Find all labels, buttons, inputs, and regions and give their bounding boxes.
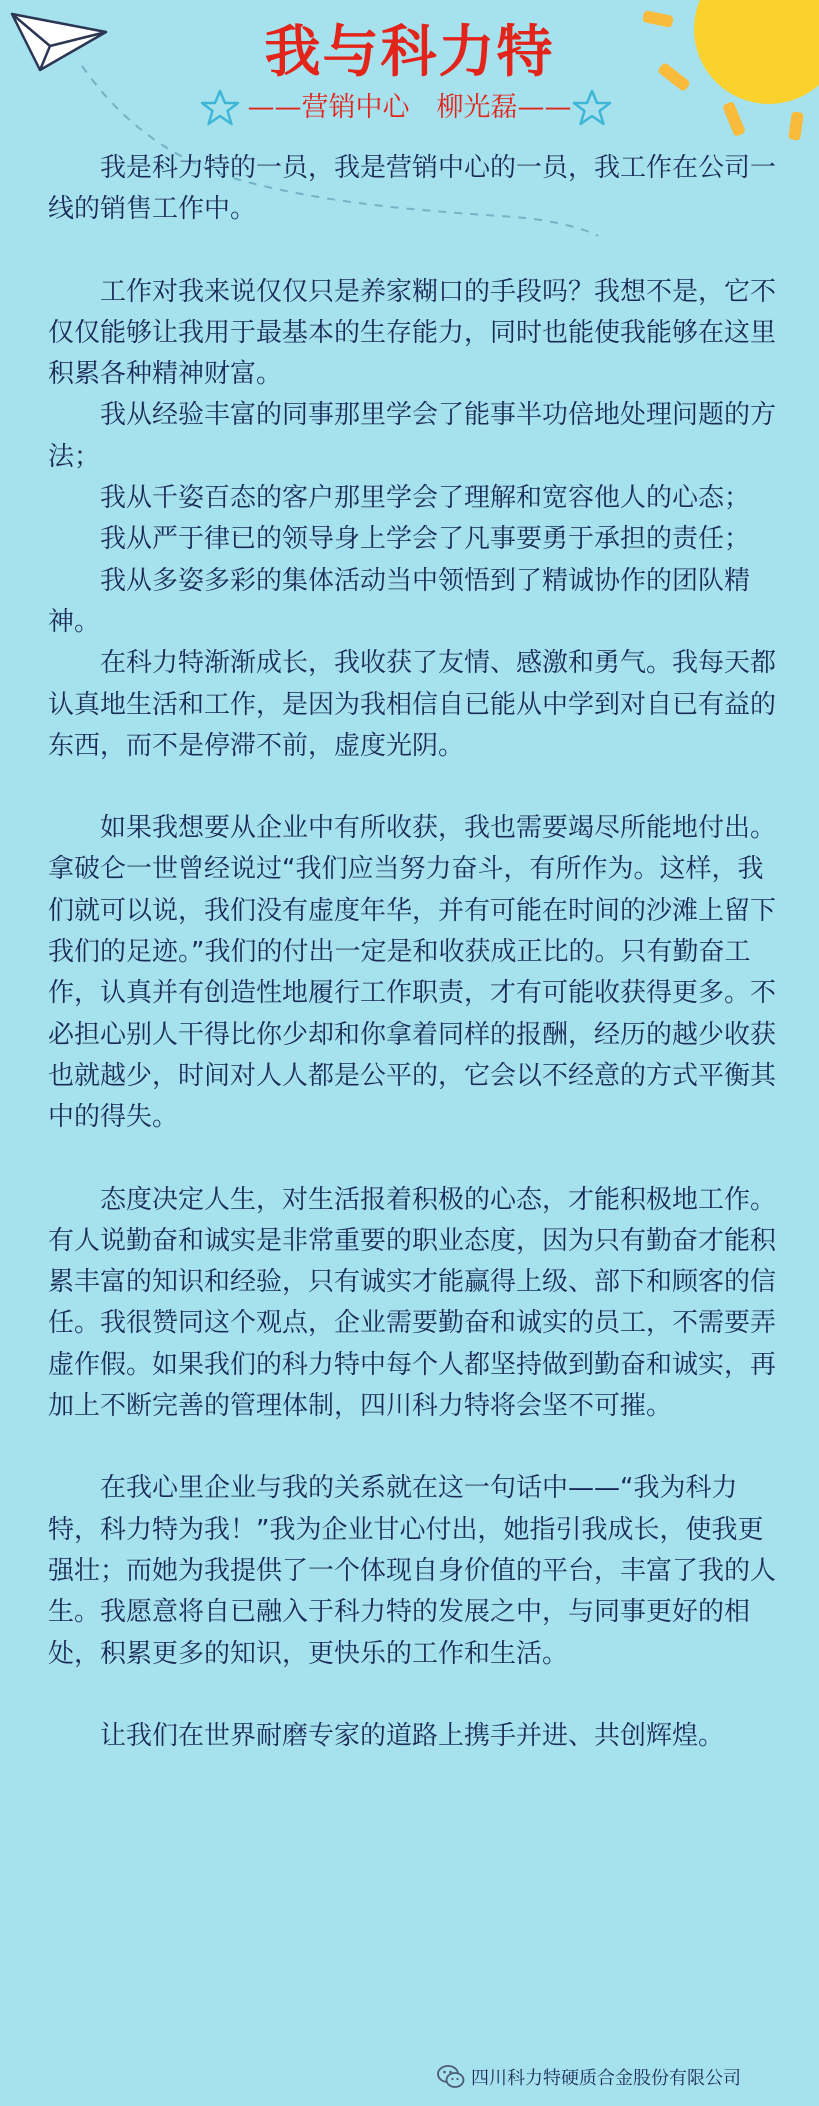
page-title: 我与科力特 [264,20,555,85]
paragraph: 如果我想要从企业中有所收获，我也需要竭尽所能地付出。拿破仑一世曾经说过“我们应当努力奋斗，有所作为。这样，我们就可以说，我们没有虚度年华，并有可能在时间的沙滩上留下我们的足迹。”我们的付出一定是和收获成正比的。只有勤奋工作，认真并有创造性地履行工作职责，才有可能收获得更多。不必担心别人干得比你少却和你拿着同样的报酬，经历的越少收获也就越少，时间对人人都是公平的，它会以不经意的方式平衡其中的得失。 [48,813,777,1133]
paragraph: 我从多姿多彩的集体活动当中领悟到了精诚协作的团队精神。 [48,565,751,637]
paragraph-gap [48,1427,783,1468]
paragraph-gap [48,231,783,272]
page-subtitle: ——营销中心 柳光磊—— [247,92,572,123]
paragraph: 态度决定人生，对生活报着积极的心态，才能积极地工作。有人说勤奋和诚实是非常重要的职业态度，因为只有勤奋才能积累丰富的知识和经验，只有诚实才能赢得上级、部下和顾客的信任。我很赞同这个观点，企业需要勤奋和诚实的员工，不需要弄虚作假。如果我们的科力特中每个人都坚持做到勤奋和诚实，再加上不断完善的管理体制，四川科力特将会坚不可摧。 [48,1184,777,1422]
paragraph: 在我心里企业与我的关系就在这一句话中——“我为科力特，科力特为我！”我为企业甘心付出，她指引我成长，使我更强壮；而她为我提供了一个体现自身价值的平台，丰富了我的人生。我愿意将自已融入于科力特的发展之中，与同事更好的相处，积累更多的知识，更快乐的工作和生活。 [48,1473,777,1669]
wechat-icon [437,2064,465,2090]
paragraph-gap [48,1675,783,1716]
paragraph: 我是科力特的一员，我是营销中心的一员，我工作在公司一线的销售工作中。 [48,153,777,225]
paragraph-gap [48,1139,783,1180]
subtitle-row [0,88,819,128]
paragraph: 在科力特渐渐成长，我收获了友情、感激和勇气。我每天都认真地生活和工作，是因为我相信自已能从中学到对自已有益的东西，而不是停滞不前，虚度光阴。 [48,648,777,761]
paragraph: 工作对我来说仅仅只是养家糊口的手段吗？我想不是，它不仅仅能够让我用于最基本的生存能力，同时也能使我能够在这里积累各种精神财富。 [48,276,777,390]
article-body [48,148,783,1757]
paragraph: 让我们在世界耐磨专家的道路上携手并进、共创辉煌。 [100,1720,725,1751]
paragraph-gap [48,767,783,808]
paragraph: 我从严于律已的领导身上学会了凡事要勇于承担的责任； [100,524,751,555]
star-icon [572,88,612,128]
paragraph: 我从千姿百态的客户那里学会了理解和宽容他人的心态； [100,483,751,514]
source-watermark [437,2061,741,2093]
paragraph: 我从经验丰富的同事那里学会了能事半功倍地处理问题的方法； [48,400,777,472]
source-label: 四川科力特硬质合金股份有限公司 [471,2068,741,2089]
